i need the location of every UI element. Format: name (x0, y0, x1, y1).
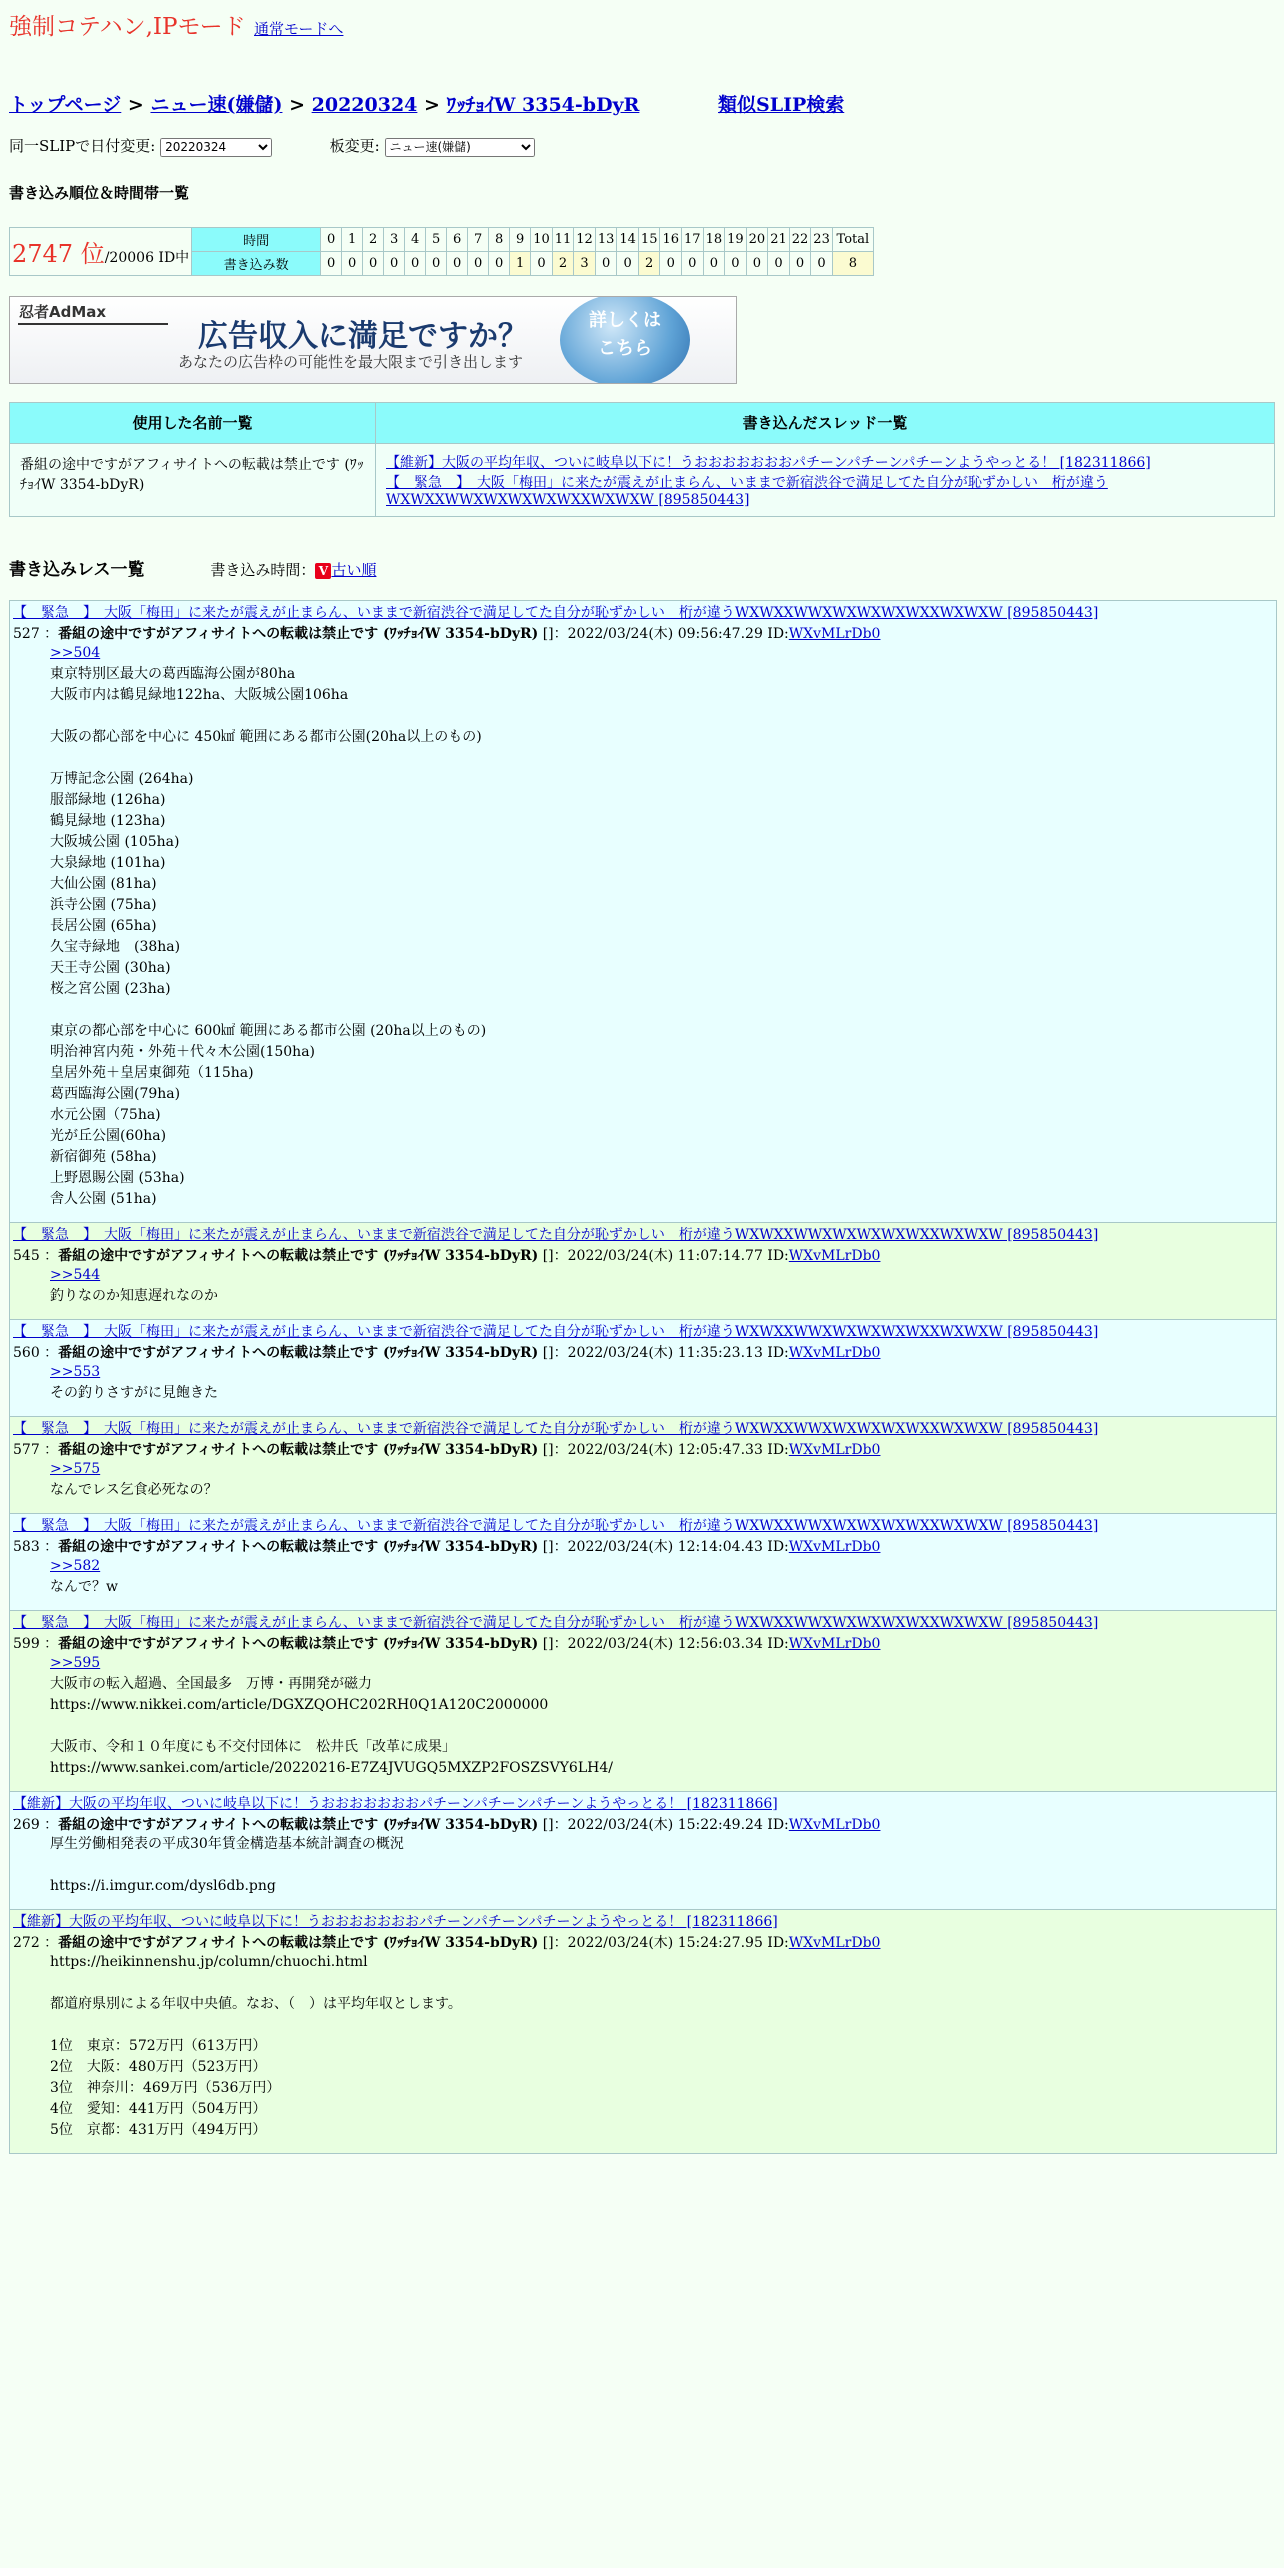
total-count: 8 (832, 251, 873, 275)
date-change-label: 同一SLIPで日付変更: (9, 137, 156, 155)
hour-cell: 16 (660, 227, 682, 251)
post-number: 599 ： (13, 1635, 59, 1652)
post-number: 545 ： (13, 1247, 59, 1264)
threads-column-header: 書き込んだスレッド一覧 (376, 402, 1275, 443)
breadcrumb-date[interactable]: 20220324 (311, 94, 418, 116)
post (9, 600, 1277, 1223)
normal-mode-link[interactable]: 通常モードへ (254, 20, 344, 38)
count-cell: 0 (703, 251, 725, 275)
ad-cta-button[interactable] (560, 296, 690, 384)
count-cell: 1 (510, 251, 531, 275)
post-body: https://heikinnenshu.jp/column/chuochi.html 都道府県別による年収中央値。なお、（ ）は平均年収とします。 1位 東京：572万円（613万円） 2位 大阪：480万円（523万円） 3位 神奈川：469万円（536万円） 4位 愛知：441万円（504万円） 5位 京都：431万円（494万円） (50, 1953, 462, 2138)
hour-cell: 3 (384, 227, 405, 251)
post-id-link[interactable]: WXvMLrDb0 (788, 1538, 881, 1555)
post-name: 番組の途中ですがアフィサイトへの転載は禁止です (ﾜｯﾁｮｲW 3354-bDyR) (58, 1344, 539, 1361)
responses-header (9, 555, 1275, 580)
post-id-link[interactable]: WXvMLrDb0 (788, 1816, 881, 1833)
post-body: その釣りさすがに見飽きた (50, 1384, 218, 1401)
reply-anchor[interactable]: >>575 (50, 1460, 101, 1477)
reply-anchor[interactable]: >>504 (50, 644, 101, 661)
hour-cell: 5 (426, 227, 447, 251)
post-id-link[interactable]: WXvMLrDb0 (788, 1441, 881, 1458)
count-cell: 0 (811, 251, 833, 275)
count-cell: 0 (617, 251, 639, 275)
post-name: 番組の途中ですがアフィサイトへの転載は禁止です (ﾜｯﾁｮｲW 3354-bDyR) (58, 1635, 539, 1652)
post-body: 厚生労働相発表の平成30年賃金構造基本統計調査の概況 https://i.imgur.com/dysl6db.png (50, 1835, 404, 1894)
hour-cell: 22 (789, 227, 811, 251)
sort-oldest-link[interactable]: 古い順 (331, 560, 377, 579)
post-id-link[interactable]: WXvMLrDb0 (788, 1934, 881, 1951)
hour-cell: 15 (638, 227, 660, 251)
post-datetime: []：2022/03/24(木) 15:22:49.24 ID: (538, 1816, 789, 1833)
count-cell: 0 (789, 251, 811, 275)
mode-bar (9, 8, 1275, 38)
count-cell: 0 (384, 251, 405, 275)
hour-cell: 18 (703, 227, 725, 251)
post-number: 560 ： (13, 1344, 59, 1361)
post-id-link[interactable]: WXvMLrDb0 (788, 1635, 881, 1652)
board-change-label: 板変更: (329, 137, 380, 155)
total-header: Total (832, 227, 873, 251)
count-cell: 0 (405, 251, 426, 275)
count-cell: 0 (321, 251, 342, 275)
reply-anchor[interactable]: >>544 (50, 1266, 101, 1283)
hour-cell: 12 (574, 227, 596, 251)
post-datetime: []：2022/03/24(木) 11:07:14.77 ID: (538, 1247, 789, 1264)
post-thread-link[interactable]: 【維新】大阪の平均年収、ついに岐阜以下に！うおおおおおおおパチーンパチーンパチーンようやっとる！ [182311866] (13, 1795, 778, 1812)
breadcrumb-board[interactable]: ニュー速(嫌儲) (150, 94, 283, 116)
post-body: 大阪市の転入超過、全国最多 万博・再開発が磁力 https://www.nikkei.com/article/DGXZQOHC202RH0Q1A120C2000000 大阪市、令和１０年度にも不交付団体に 松井氏「改革に成果」 https://www.sankei.com/article/20220216-E7Z4JVUGQ5MXZP2FOSZSVY6LH4/ (50, 1675, 613, 1776)
post-name: 番組の途中ですがアフィサイトへの転載は禁止です (ﾜｯﾁｮｲW 3354-bDyR) (58, 1247, 539, 1264)
reply-anchor[interactable]: >>553 (50, 1363, 101, 1380)
rank-value: 2747 位 (12, 239, 105, 268)
post-body: 東京特別区最大の葛西臨海公園が80ha 大阪市内は鶴見緑地122ha、大阪城公園106ha 大阪の都心部を中心に 450㎢ 範囲にある都市公園(20ha以上のもの) 万博記念公園 (264ha) 服部緑地 (126ha) 鶴見緑地 (123ha) 大阪城公園 (105ha) 大泉緑地 (101ha) 大仙公園 (81ha) 浜寺公園 (75ha) 長居公園 (65ha) 久宝寺緑地 (38ha) 天王寺公園 (30ha) 桜之宮公園 (23ha) 東京の都心部を中心に 600㎢ 範囲にある都市公園 (20ha以上のもの) 明治神宮内苑・外苑＋代々木公園(150ha) 皇居外苑＋皇居東御苑（115ha) 葛西臨海公園(79ha) 水元公園（75ha) 光が丘公園(60ha) 新宿御苑 (58ha) 上野恩賜公園 (53ha) 舎人公園 (51ha) (50, 665, 487, 1207)
sort-order (210, 561, 376, 579)
reply-anchor[interactable]: >>582 (50, 1557, 101, 1574)
hour-cell: 1 (342, 227, 363, 251)
breadcrumb-separator: > (127, 94, 151, 116)
count-cell: 0 (489, 251, 510, 275)
breadcrumb-top[interactable]: トップページ (9, 94, 122, 116)
similar-slip-search-link[interactable]: 類似SLIP検索 (718, 94, 845, 116)
post-datetime: []：2022/03/24(木) 15:24:27.95 ID: (538, 1934, 789, 1951)
ad-banner[interactable] (9, 296, 737, 384)
ad-cta-line1: 詳しくは (589, 309, 661, 331)
post-thread-link[interactable]: 【 緊急 】 大阪「梅田」に来たが震えが止まらん、いままで新宿渋谷で満足してた自分が恥ずかしい 桁が違うWXWXXWWXWXWXWXWXXWXWXW [895850443] (13, 1226, 1099, 1243)
hour-cell: 2 (363, 227, 384, 251)
post-datetime: []：2022/03/24(木) 12:56:03.34 ID: (538, 1635, 789, 1652)
post-datetime: []：2022/03/24(木) 12:05:47.33 ID: (538, 1441, 789, 1458)
sort-order-label: 書き込み時間： (210, 560, 316, 579)
count-cell: 0 (746, 251, 768, 275)
post-thread-link[interactable]: 【維新】大阪の平均年収、ついに岐阜以下に！うおおおおおおおパチーンパチーンパチーンようやっとる！ [182311866] (13, 1913, 778, 1930)
post-name: 番組の途中ですがアフィサイトへの転載は禁止です (ﾜｯﾁｮｲW 3354-bDyR) (58, 1538, 539, 1555)
post-list (9, 600, 1277, 2154)
board-select[interactable] (385, 138, 535, 157)
ranking-table (9, 227, 874, 276)
post-name: 番組の途中ですがアフィサイトへの転載は禁止です (ﾜｯﾁｮｲW 3354-bDyR) (58, 625, 539, 642)
hour-cell: 6 (447, 227, 468, 251)
post-body: なんで？w (50, 1578, 118, 1595)
id-total: /20006 ID中 (104, 249, 190, 266)
mode-title: 強制コテハン,IPモード (9, 14, 246, 40)
thread-link[interactable]: 【 緊急 】 大阪「梅田」に来たが震えが止まらん、いままで新宿渋谷で満足してた自分が恥ずかしい 桁が違うWXWXXWWXWXWXWXWXXWXWXW [895850443] (386, 474, 1108, 508)
post-name: 番組の途中ですがアフィサイトへの転載は禁止です (ﾜｯﾁｮｲW 3354-bDyR) (58, 1816, 539, 1833)
hour-cell: 23 (811, 227, 833, 251)
post-datetime: []：2022/03/24(木) 09:56:47.29 ID: (538, 625, 789, 642)
post-id-link[interactable]: WXvMLrDb0 (788, 625, 881, 642)
count-cell: 0 (595, 251, 617, 275)
count-cell: 3 (574, 251, 596, 275)
count-cell: 0 (363, 251, 384, 275)
count-label: 書き込み数 (192, 251, 321, 275)
names-threads-table (9, 402, 1275, 517)
hour-cell: 13 (595, 227, 617, 251)
thread-list (376, 443, 1275, 516)
hour-cell: 20 (746, 227, 768, 251)
sort-icon: V (315, 563, 331, 579)
post-thread-link[interactable]: 【 緊急 】 大阪「梅田」に来たが震えが止まらん、いままで新宿渋谷で満足してた自分が恥ずかしい 桁が違うWXWXXWWXWXWXWXWXXWXWXW [895850443] (13, 604, 1099, 621)
count-cell: 0 (447, 251, 468, 275)
hour-cell: 21 (768, 227, 790, 251)
ranking-heading: 書き込み順位＆時間帯一覧 (9, 183, 190, 202)
post-number: 577 ： (13, 1441, 59, 1458)
count-cell: 0 (342, 251, 363, 275)
post-datetime: []：2022/03/24(木) 11:35:23.13 ID: (538, 1344, 789, 1361)
rank-cell (10, 227, 192, 275)
reply-anchor[interactable]: >>595 (50, 1654, 101, 1671)
time-label: 時間 (192, 227, 321, 251)
post-body: 釣りなのか知恵遅れなのか (50, 1287, 218, 1304)
hour-cell: 0 (321, 227, 342, 251)
hour-cell: 17 (682, 227, 704, 251)
post (9, 1910, 1277, 2154)
post (9, 1417, 1277, 1514)
count-cell: 2 (638, 251, 660, 275)
hour-cell: 8 (489, 227, 510, 251)
count-cell: 0 (468, 251, 489, 275)
hour-cell: 11 (552, 227, 574, 251)
post-body: なんでレス乞食必死なの？ (50, 1481, 218, 1498)
post (9, 1514, 1277, 1611)
date-select[interactable] (160, 138, 272, 157)
count-cell: 2 (552, 251, 574, 275)
post-number: 527 ： (13, 625, 59, 642)
ad-logo: 忍者AdMax (19, 302, 107, 321)
ad-subtext: あなたの広告枠の可能性を最大限まで引き出します (178, 352, 524, 371)
post (9, 1223, 1277, 1320)
count-cell: 0 (660, 251, 682, 275)
post-name: 番組の途中ですがアフィサイトへの転載は禁止です (ﾜｯﾁｮｲW 3354-bDyR) (58, 1441, 539, 1458)
post-datetime: []：2022/03/24(木) 12:14:04.43 ID: (538, 1538, 789, 1555)
responses-heading: 書き込みレス一覧 (9, 559, 145, 580)
post-thread-link[interactable]: 【 緊急 】 大阪「梅田」に来たが震えが止まらん、いままで新宿渋谷で満足してた自分が恥ずかしい 桁が違うWXWXXWWXWXWXWXWXXWXWXW [895850443] (13, 1420, 1099, 1437)
hour-cell: 7 (468, 227, 489, 251)
count-cell: 0 (768, 251, 790, 275)
breadcrumb (9, 90, 1275, 117)
count-cell: 0 (531, 251, 553, 275)
post-name: 番組の途中ですがアフィサイトへの転載は禁止です (ﾜｯﾁｮｲW 3354-bDyR) (58, 1934, 539, 1951)
count-cell: 0 (426, 251, 447, 275)
thread-link[interactable]: 【維新】大阪の平均年収、ついに岐阜以下に！うおおおおおおおパチーンパチーンパチーンようやっとる！ [182311866] (386, 454, 1151, 471)
breadcrumb-separator: > (424, 94, 447, 116)
selector-row (9, 135, 1275, 157)
used-name: 番組の途中ですがアフィサイトへの転載は禁止です (ﾜｯﾁｮｲW 3354-bDyR) (10, 443, 376, 516)
ad-cta-line2: こちら (598, 337, 652, 359)
hour-cell: 9 (510, 227, 531, 251)
post (9, 1611, 1277, 1792)
post (9, 1792, 1277, 1910)
breadcrumb-slip[interactable]: ﾜｯﾁｮｲW 3354-bDyR (446, 94, 640, 116)
post-number: 269 ： (13, 1816, 59, 1833)
names-column-header: 使用した名前一覧 (10, 402, 376, 443)
post-thread-link[interactable]: 【 緊急 】 大阪「梅田」に来たが震えが止まらん、いままで新宿渋谷で満足してた自分が恥ずかしい 桁が違うWXWXXWWXWXWXWXWXXWXWXW [895850443] (13, 1323, 1099, 1340)
post-number: 272 ： (13, 1934, 59, 1951)
ad-logo-underline (18, 323, 168, 325)
post-id-link[interactable]: WXvMLrDb0 (788, 1344, 881, 1361)
hour-cell: 10 (531, 227, 553, 251)
hour-cell: 4 (405, 227, 426, 251)
post-number: 583 ： (13, 1538, 59, 1555)
post (9, 1320, 1277, 1417)
breadcrumb-separator: > (289, 94, 312, 116)
post-thread-link[interactable]: 【 緊急 】 大阪「梅田」に来たが震えが止まらん、いままで新宿渋谷で満足してた自分が恥ずかしい 桁が違うWXWXXWWXWXWXWXWXXWXWXW [895850443] (13, 1614, 1099, 1631)
count-cell: 0 (682, 251, 704, 275)
ad-headline: 広告収入に満足ですか？ (198, 318, 528, 354)
count-cell: 0 (725, 251, 747, 275)
hour-cell: 19 (725, 227, 747, 251)
post-id-link[interactable]: WXvMLrDb0 (788, 1247, 881, 1264)
post-thread-link[interactable]: 【 緊急 】 大阪「梅田」に来たが震えが止まらん、いままで新宿渋谷で満足してた自分が恥ずかしい 桁が違うWXWXXWWXWXWXWXWXXWXWXW [895850443] (13, 1517, 1099, 1534)
hour-cell: 14 (617, 227, 639, 251)
